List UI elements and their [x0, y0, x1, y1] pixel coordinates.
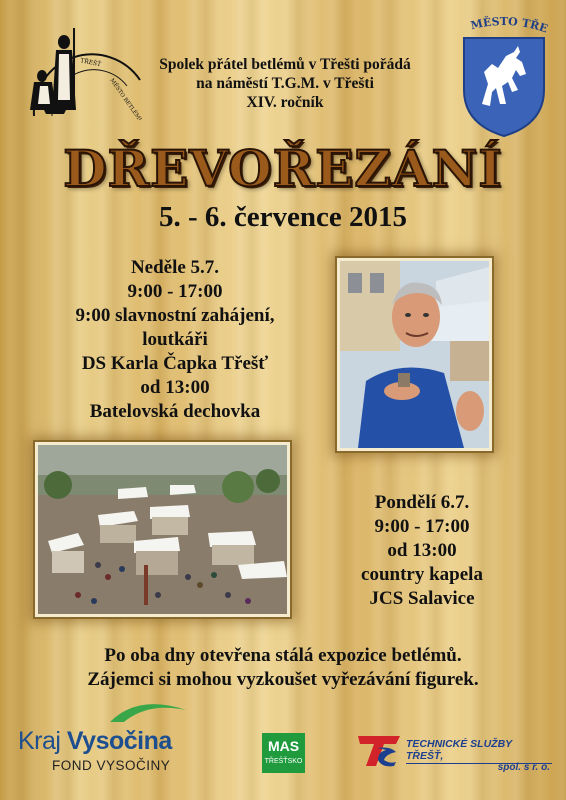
vysocina-word: Vysočina: [66, 727, 172, 755]
monday-time: od 13:00: [387, 540, 457, 561]
green-swoosh-icon: [108, 700, 188, 724]
town-crest: [454, 12, 554, 140]
monday-band-type: country kapela: [361, 564, 483, 585]
sunday-puppeteers: loutkáři: [142, 329, 208, 350]
organizer-line: Spolek přátel betlémů v Třešti pořádá: [159, 56, 411, 73]
sunday-program: [30, 256, 320, 424]
monday-program: [322, 491, 522, 611]
sunday-theatre: DS Karla Čapka Třešť: [81, 353, 269, 374]
venue-line: na náměstí T.G.M. v Třešti: [196, 75, 374, 92]
technicke-sluzby-logo: [356, 734, 556, 784]
sunday-band: Batelovská dechovka: [89, 401, 261, 422]
sunday-day: Neděle 5.7.: [130, 257, 220, 278]
carver-photo: [337, 258, 492, 451]
market-photo: [35, 442, 290, 617]
crest-label: MĚSTO TŘE: [469, 14, 550, 36]
edition-line: XIV. ročník: [246, 94, 324, 111]
ts-subname: spol. s r. o.: [497, 762, 550, 773]
logo-text-top: TŘEŠŤ: [79, 57, 102, 69]
ts-name: TECHNICKÉ SLUŽBY TŘEŠŤ,: [406, 738, 552, 764]
mas-subtext: TŘEŠŤSKO: [264, 758, 303, 765]
carving-note: Zájemci si mohou vyzkoušet vyřezávání figurek.: [87, 669, 479, 690]
kraj-vysocina-logo: [18, 700, 188, 780]
sunday-time: od 13:00: [140, 377, 210, 398]
monday-day: Pondělí 6.7.: [374, 492, 470, 513]
event-date: 5. - 6. července 2015: [158, 201, 407, 233]
kraj-word: Kraj: [18, 727, 61, 755]
exhibition-note: Po oba dny otevřena stálá expozice betlémů.: [104, 645, 462, 666]
mas-logo: [262, 733, 305, 773]
mas-text: MAS: [267, 738, 300, 754]
sunday-opening: 9:00 slavnostní zahájení,: [75, 305, 275, 326]
monday-band: JCS Salavice: [369, 588, 475, 609]
sunday-hours: 9:00 - 17:00: [127, 281, 223, 302]
ts-emblem-icon: [356, 734, 402, 768]
logo-text-side: MĚSTO BETLÉMŮ: [108, 77, 142, 120]
event-title: DŘEVOŘEZÁNÍ: [63, 139, 503, 198]
fond-vysociny: FOND VYSOČINY: [52, 758, 171, 773]
monday-hours: 9:00 - 17:00: [374, 516, 470, 537]
